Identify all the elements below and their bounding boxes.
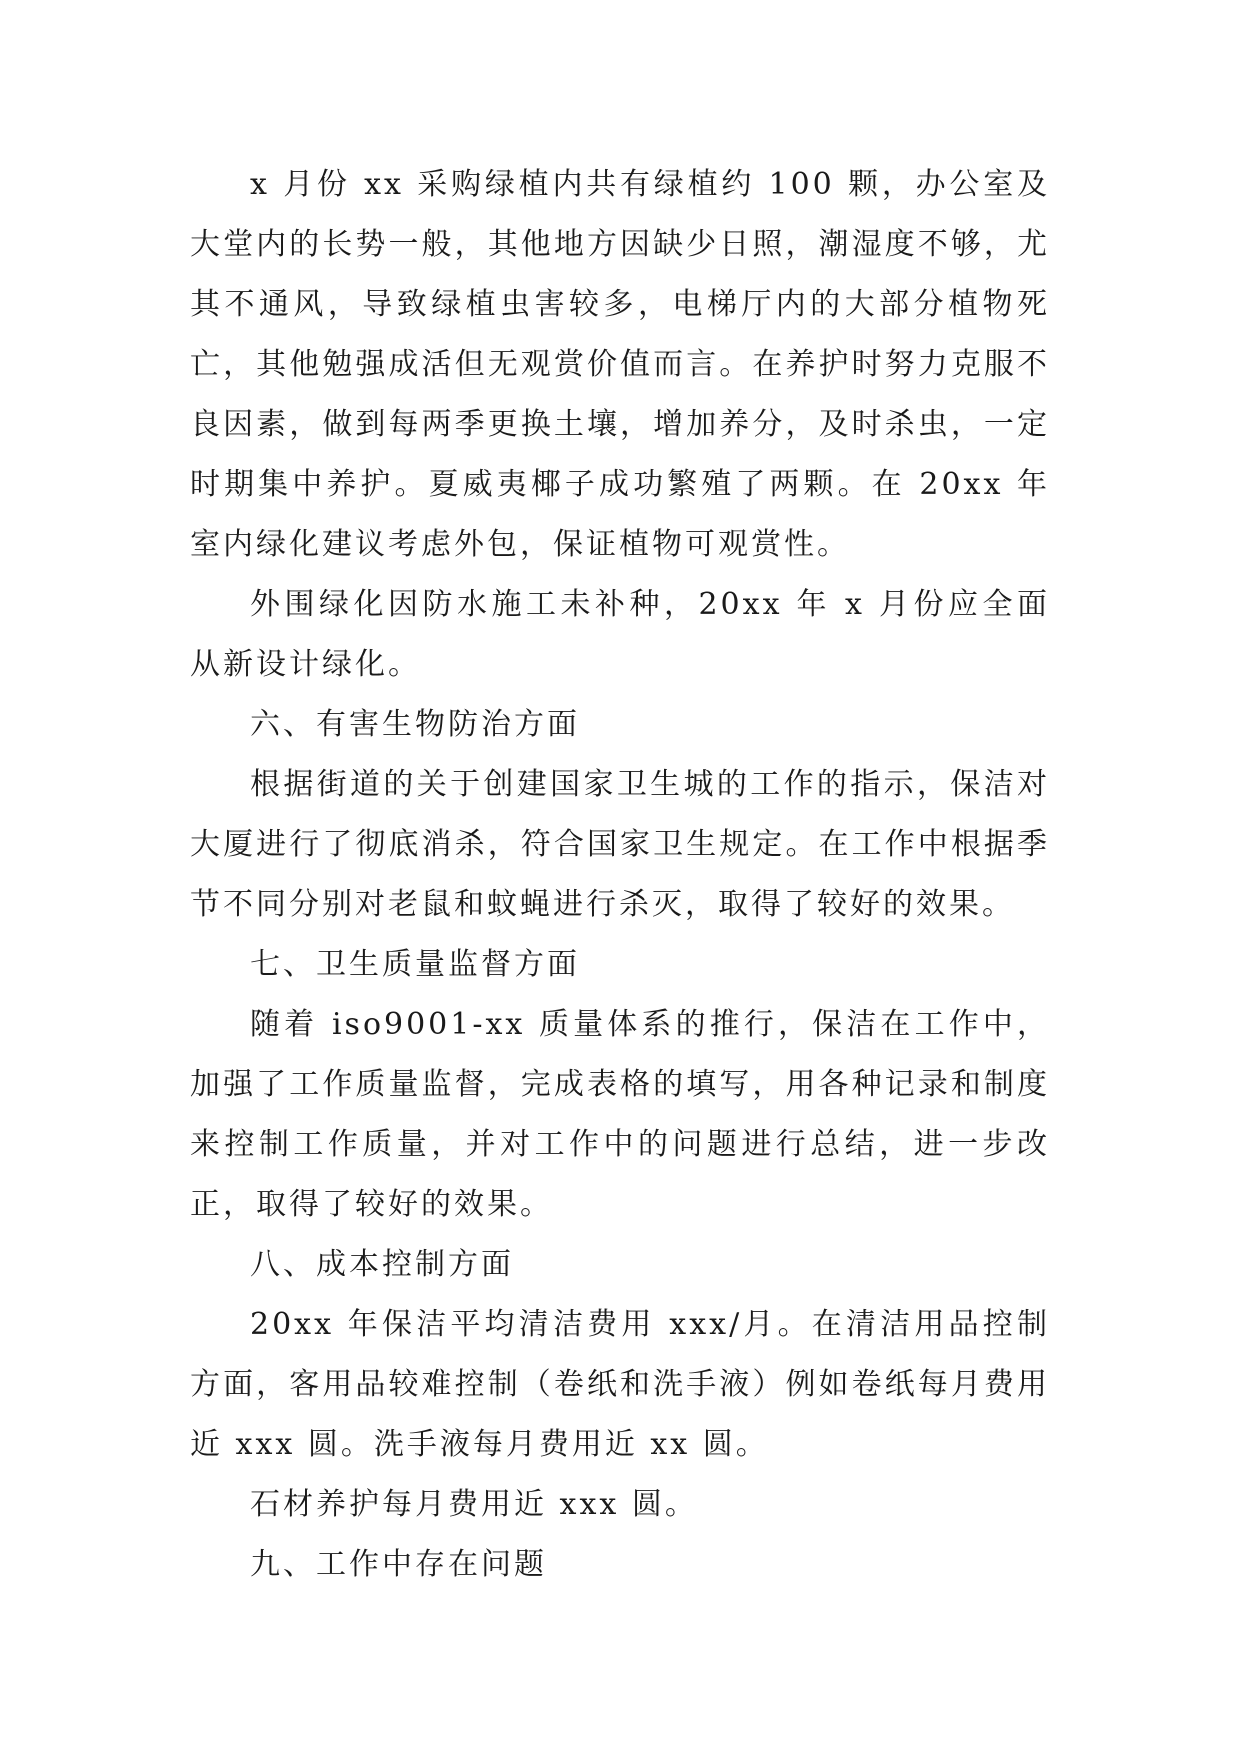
- paragraph-cost-control: 20xx 年保洁平均清洁费用 xxx/月。在清洁用品控制方面，客用品较难控制（卷纸和洗手液）例如卷纸每月费用近 xxx 圆。洗手液每月费用近 xx 圆。: [190, 1307, 1050, 1462]
- paragraph-greenery-outdoor: 外围绿化因防水施工未补种，20xx 年 x 月份应全面从新设计绿化。: [190, 587, 1050, 682]
- paragraph-quality-supervision: 随着 iso9001-xx 质量体系的推行，保洁在工作中，加强了工作质量监督，完成表格的填写，用各种记录和制度来控制工作质量，并对工作中的问题进行总结，进一步改正，取得了较好的效果。: [190, 1007, 1050, 1222]
- paragraph-pest-control: 根据街道的关于创建国家卫生城的工作的指示，保洁对大厦进行了彻底消杀，符合国家卫生规定。在工作中根据季节不同分别对老鼠和蚊蝇进行杀灭，取得了较好的效果。: [190, 767, 1050, 922]
- paragraph-greenery-indoor: x 月份 xx 采购绿植内共有绿植约 100 颗，办公室及大堂内的长势一般，其他地方因缺少日照，潮湿度不够，尤其不通风，导致绿植虫害较多，电梯厅内的大部分植物死亡，其他勉强成活但无观赏价值而言。在养护时努力克服不良因素，做到每两季更换土壤，增加养分，及时杀虫，一定时期集中养护。夏威夷椰子成功繁殖了两颗。在 20xx 年室内绿化建议考虑外包，保证植物可观赏性。: [190, 167, 1050, 562]
- section-heading-cost-control: 八、成本控制方面: [250, 1247, 514, 1282]
- document-body: [190, 155, 1050, 1595]
- paragraph-stone-maintenance: 石材养护每月费用近 xxx 圆。: [250, 1487, 698, 1522]
- section-heading-problems: 九、工作中存在问题: [250, 1547, 547, 1582]
- section-heading-pest-control: 六、有害生物防治方面: [250, 707, 580, 742]
- section-heading-quality-supervision: 七、卫生质量监督方面: [250, 947, 580, 982]
